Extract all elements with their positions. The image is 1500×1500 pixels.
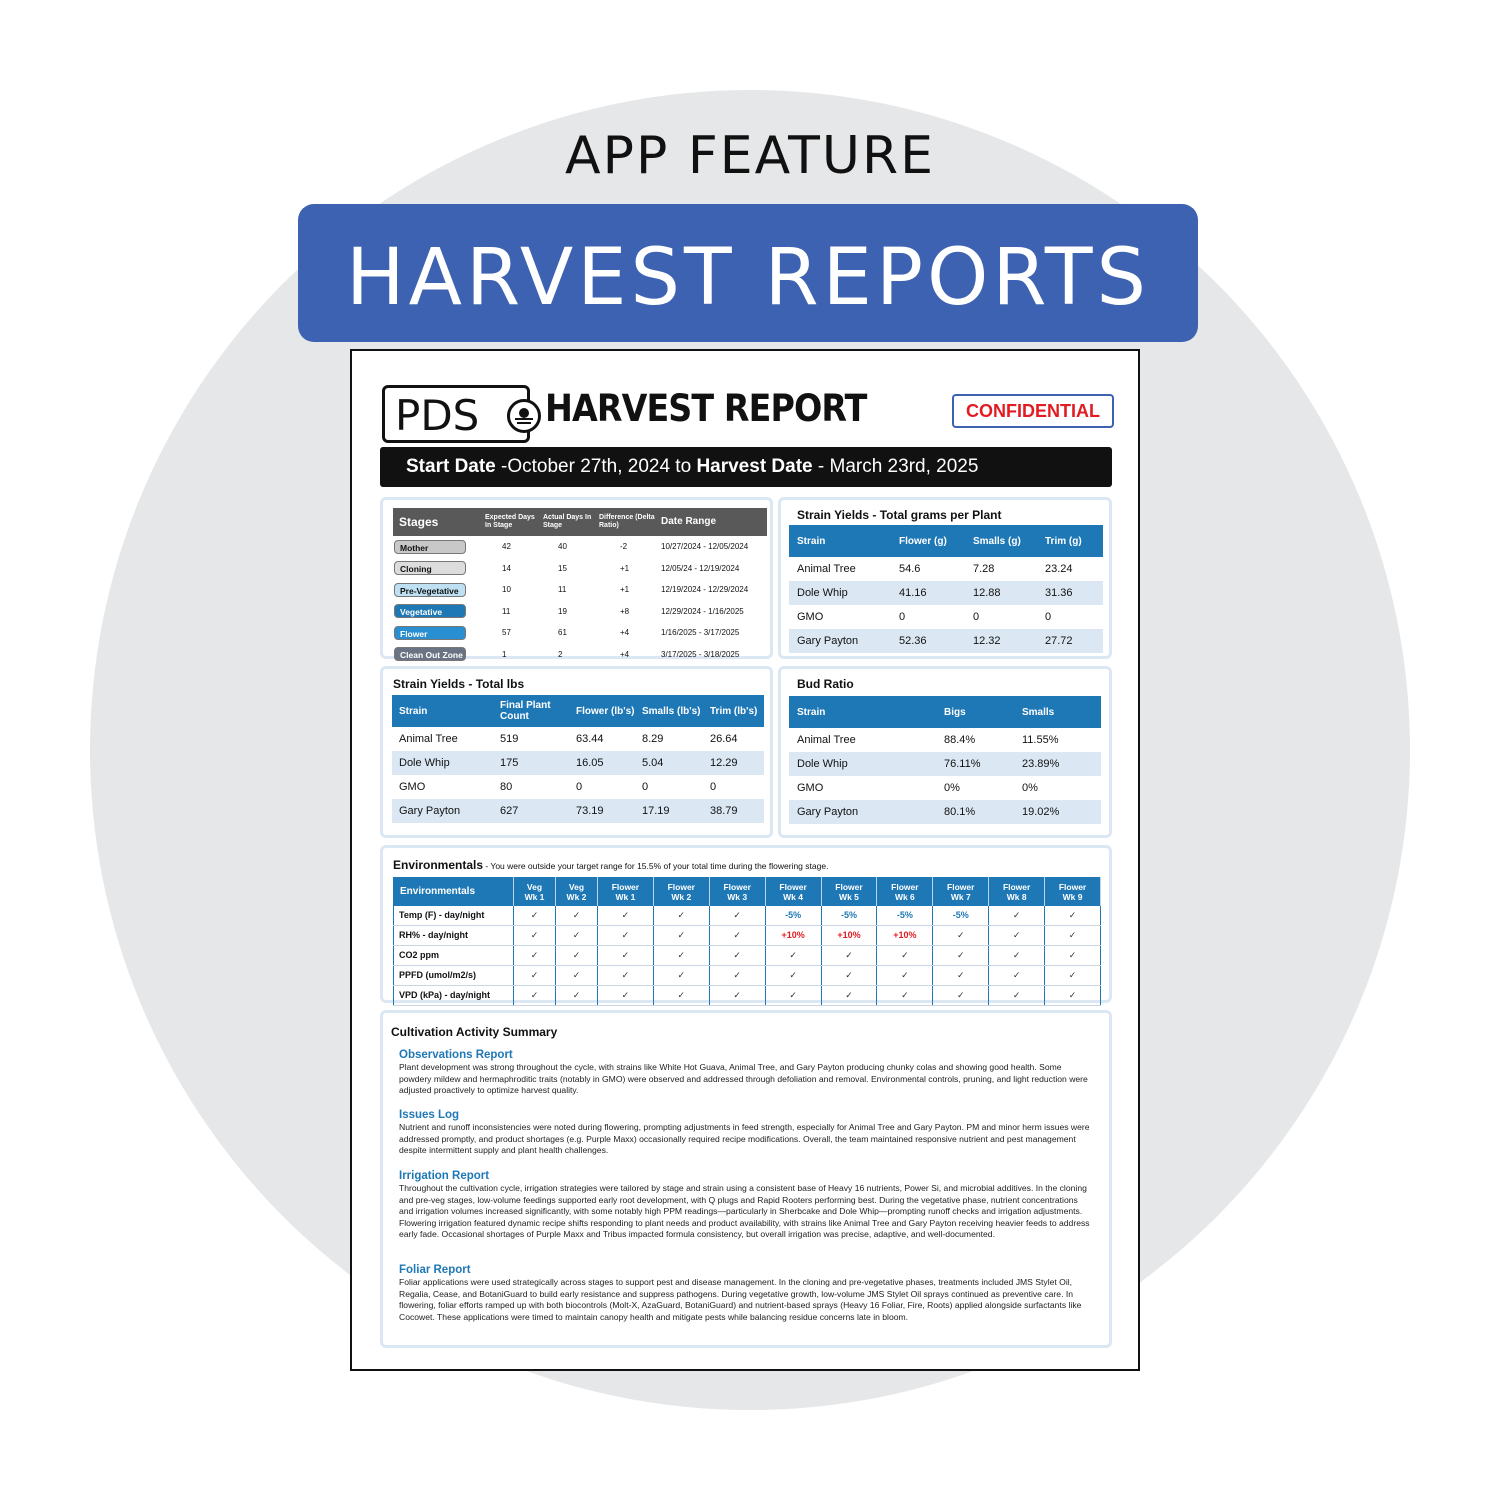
summary-title: Cultivation Activity Summary: [391, 1025, 558, 1039]
stage-row: [393, 579, 767, 601]
strain-name-cell: Gary Payton: [789, 800, 943, 824]
week-stage: Flower: [611, 881, 640, 892]
check-icon: ✓: [989, 965, 1045, 985]
difference-cell: +4: [620, 628, 630, 638]
value-cell: 12.29: [709, 751, 764, 775]
week-number: Wk 6: [894, 891, 915, 902]
value-cell: 73.19: [575, 799, 641, 823]
deviation-cell: -5%: [765, 906, 821, 926]
environmentals-panel: [380, 845, 1112, 1003]
check-icon: ✓: [597, 985, 653, 1005]
check-icon: ✓: [597, 945, 653, 965]
bud-ratio-panel: [778, 666, 1112, 838]
trim-g-header: Trim (g): [1044, 525, 1103, 557]
flower-lbs-header: Flower (lb's): [575, 695, 641, 727]
metric-label: PPFD (umol/m2/s): [394, 965, 514, 985]
metric-label: RH% - day/night: [394, 925, 514, 945]
week-header: [1045, 878, 1101, 906]
summary-section-title: Observations Report: [399, 1049, 513, 1061]
stage-pill: Clean Out Zone: [394, 647, 466, 661]
expected-days-cell: 1: [502, 649, 507, 659]
stage-name-cell: [393, 644, 484, 666]
week-number: Wk 2: [671, 891, 692, 902]
value-cell: 0: [899, 611, 906, 623]
pds-logo: [382, 385, 530, 443]
yields-lbs-row: [392, 799, 764, 823]
yields-grams-title: Strain Yields - Total grams per Plant: [797, 508, 1002, 522]
yields-grams-row: [789, 629, 1103, 653]
yields-lbs-row: [392, 775, 764, 799]
stage-pill: Pre-Vegetative: [394, 583, 466, 597]
week-stage: Flower: [1002, 881, 1031, 892]
week-header: [765, 878, 821, 906]
plant-count-header: Final Plant Count: [499, 695, 575, 727]
yields-grams-panel: [778, 497, 1112, 659]
bud-ratio-table: [789, 696, 1101, 824]
strain-name-cell: Animal Tree: [797, 563, 856, 575]
check-icon: ✓: [555, 925, 597, 945]
harvest-date-value: - March 23rd, 2025: [812, 456, 979, 477]
value-cell: 11.55%: [1022, 734, 1059, 746]
bud-ratio-title: Bud Ratio: [797, 677, 854, 691]
check-icon: ✓: [1045, 965, 1101, 985]
week-header: [877, 878, 933, 906]
value-cell: 88.4%: [944, 734, 976, 746]
cultivation-summary-panel: [380, 1010, 1112, 1348]
week-number: Wk 9: [1062, 891, 1083, 902]
value-cell: 0: [973, 611, 980, 623]
strain-header: Strain: [789, 696, 943, 728]
logo-emblem-icon: [507, 399, 541, 433]
check-icon: ✓: [653, 985, 709, 1005]
check-icon: ✓: [765, 965, 821, 985]
environmental-row: [394, 965, 1101, 985]
expected-days-cell: 14: [502, 563, 511, 573]
strain-name-cell: Gary Payton: [392, 799, 499, 823]
week-stage: Veg: [526, 881, 543, 892]
value-cell: 0%: [944, 782, 960, 794]
confidential-badge: CONFIDENTIAL: [952, 394, 1114, 428]
strain-name-cell: Animal Tree: [399, 733, 458, 745]
check-icon: ✓: [514, 925, 556, 945]
check-icon: ✓: [597, 925, 653, 945]
check-icon: ✓: [877, 945, 933, 965]
bigs-header: Bigs: [943, 696, 1021, 728]
check-icon: ✓: [765, 985, 821, 1005]
smalls-g-header: Smalls (g): [972, 525, 1044, 557]
deviation-cell: -5%: [821, 906, 877, 926]
check-icon: ✓: [597, 906, 653, 926]
value-cell: 31.36: [1044, 581, 1103, 605]
harvest-date-label: Harvest Date: [696, 456, 813, 477]
strain-name-cell: GMO: [399, 781, 426, 793]
value-cell: 23.24: [1045, 563, 1073, 575]
start-date-value: -October 27th, 2024 to: [495, 456, 697, 477]
yields-grams-row: [789, 581, 1103, 605]
week-number: Wk 4: [783, 891, 803, 902]
yields-lbs-row: [392, 751, 764, 775]
check-icon: ✓: [933, 945, 989, 965]
week-header: [989, 878, 1045, 906]
value-cell: 80.1%: [943, 800, 1021, 824]
value-cell: 5.04: [641, 751, 709, 775]
check-icon: ✓: [1045, 945, 1101, 965]
stage-row: [393, 601, 767, 623]
stages-header-row: [393, 508, 767, 536]
actual-days-cell: 40: [558, 542, 567, 552]
deviation-cell: +10%: [765, 925, 821, 945]
week-header: [514, 878, 556, 906]
strain-header: Strain: [392, 695, 499, 727]
value-cell: 26.64: [710, 733, 738, 745]
stage-name-cell: [393, 622, 484, 644]
strain-name-cell: Dole Whip: [789, 752, 943, 776]
check-icon: ✓: [821, 945, 877, 965]
difference-cell: +8: [620, 606, 630, 616]
environmental-row: [394, 985, 1101, 1005]
check-icon: ✓: [555, 965, 597, 985]
metric-label: Temp (F) - day/night: [394, 906, 514, 926]
week-stage: Flower: [947, 881, 975, 892]
expected-days-cell: 10: [502, 585, 511, 595]
stage-pill: Cloning: [394, 561, 466, 575]
strain-name-cell: GMO: [797, 611, 824, 623]
smalls-lbs-header: Smalls (lb's): [641, 695, 709, 727]
week-number: Wk 1: [615, 891, 636, 902]
check-icon: ✓: [653, 965, 709, 985]
stage-name-cell: [393, 579, 484, 601]
week-header: [821, 878, 877, 906]
week-stage: Flower: [667, 881, 695, 892]
environmental-row: [394, 906, 1101, 926]
summary-section-body: Foliar applications were used strategically across stages to support pest and disease management. In the cloning and pre-vegetative phases, treatments included JMS Stylet Oil, Regalia, Cease, and BotaniGuard to build early resistance and suppress pathogens. During vegetative growth, low-volume JMS Stylet Oil sprays continued as preventive care. In flowering, foliar efforts ramped up with both biocontrols (Molt-X, AzaGuard, BotaniGuard) and nutrient-based sprays (Heavy 16 Foliar, Fire, Roots) applied alongside surfactants like Cocowet. These applications were timed to maintain canopy health and mitigate pests while balancing residue concerns late in bloom.: [399, 1277, 1082, 1322]
stage-pill: Vegetative: [394, 604, 466, 618]
strain-name-cell: Dole Whip: [392, 751, 499, 775]
start-date-label: Start Date: [406, 456, 496, 477]
week-stage: Flower: [723, 881, 751, 892]
week-number: Wk 8: [1006, 891, 1027, 902]
stage-row: [393, 536, 767, 558]
value-cell: 16.05: [575, 751, 641, 775]
difference-cell: +1: [620, 585, 630, 595]
week-stage: Flower: [835, 881, 863, 892]
actual-days-cell: 61: [558, 628, 567, 638]
yields-grams-header-row: [789, 525, 1103, 557]
value-cell: 17.19: [641, 799, 709, 823]
check-icon: ✓: [514, 985, 556, 1005]
value-cell: 0: [642, 781, 649, 793]
actual-days-cell: 19: [558, 606, 567, 616]
environmentals-table: [393, 877, 1101, 1006]
report-sheet: [350, 349, 1140, 1371]
bud-ratio-header-row: [789, 696, 1101, 728]
check-icon: ✓: [989, 945, 1045, 965]
check-icon: ✓: [1045, 925, 1101, 945]
actual-days-cell: 15: [558, 563, 567, 573]
check-icon: ✓: [653, 925, 709, 945]
expected-days-header: Expected Days In Stage: [485, 514, 535, 529]
week-number: Wk 2: [566, 891, 587, 902]
week-header: [933, 878, 989, 906]
value-cell: 27.72: [1044, 629, 1103, 653]
deviation-cell: -5%: [877, 906, 933, 926]
check-icon: ✓: [555, 985, 597, 1005]
check-icon: ✓: [933, 925, 989, 945]
yields-lbs-title: Strain Yields - Total lbs: [393, 677, 525, 691]
strain-name-cell: Dole Whip: [789, 581, 898, 605]
value-cell: 0: [710, 781, 717, 793]
check-icon: ✓: [514, 906, 556, 926]
stage-row: [393, 644, 767, 666]
week-number: Wk 7: [950, 891, 971, 902]
bud-ratio-row: [789, 776, 1101, 800]
check-icon: ✓: [877, 985, 933, 1005]
week-stage: Flower: [1058, 881, 1087, 892]
stage-pill: Flower: [394, 626, 466, 640]
value-cell: 175: [499, 751, 575, 775]
date-range-cell: 10/27/2024 - 12/05/2024: [661, 542, 749, 552]
check-icon: ✓: [709, 985, 765, 1005]
check-icon: ✓: [555, 906, 597, 926]
strain-header: Strain: [789, 525, 898, 557]
value-cell: 12.88: [972, 581, 1044, 605]
environmental-row: [394, 925, 1101, 945]
week-header: [709, 878, 765, 906]
check-icon: ✓: [709, 925, 765, 945]
date-range-cell: 3/17/2025 - 3/18/2025: [661, 649, 740, 659]
yields-lbs-row: [392, 727, 764, 751]
bud-ratio-row: [789, 800, 1101, 824]
value-cell: 23.89%: [1021, 752, 1101, 776]
check-icon: ✓: [821, 985, 877, 1005]
date-range-cell: 1/16/2025 - 3/17/2025: [661, 628, 740, 638]
date-range-cell: 12/19/2024 - 12/29/2024: [661, 585, 749, 595]
check-icon: ✓: [989, 985, 1045, 1005]
summary-section-title: Irrigation Report: [399, 1170, 490, 1182]
flower-g-header: Flower (g): [898, 525, 972, 557]
yields-lbs-table: [392, 695, 764, 823]
value-cell: 63.44: [576, 733, 604, 745]
date-range-cell: 12/05/24 - 12/19/2024: [661, 563, 740, 573]
smalls-header: Smalls: [1021, 696, 1101, 728]
check-icon: ✓: [555, 945, 597, 965]
check-icon: ✓: [1045, 985, 1101, 1005]
week-number: Wk 1: [524, 891, 545, 902]
expected-days-cell: 42: [502, 542, 511, 552]
environmentals-header: Environmentals: [394, 878, 514, 906]
bud-ratio-row: [789, 728, 1101, 752]
stage-row: [393, 558, 767, 580]
value-cell: 80: [500, 781, 513, 793]
check-icon: ✓: [765, 945, 821, 965]
check-icon: ✓: [933, 965, 989, 985]
yields-grams-row: [789, 557, 1103, 581]
stage-name-cell: [393, 601, 484, 623]
expected-days-cell: 11: [502, 606, 511, 616]
value-cell: 8.29: [642, 733, 664, 745]
week-stage: Flower: [891, 881, 919, 892]
environmental-row: [394, 945, 1101, 965]
check-icon: ✓: [1045, 906, 1101, 926]
date-range-header: Date Range: [661, 516, 717, 527]
week-header: [555, 878, 597, 906]
summary-section-body: Nutrient and runoff inconsistencies were noted during flowering, prompting adjustments in feed strength, especially for Animal Tree and Gary Payton. PM and minor herm issues were addressed promptly, and product shortages (e.g. Purple Maxx) occasionally required recipe modifications. Overall, the team maintained responsive nutrient and pest management despite intermittent supply and plant health challenges.: [399, 1122, 1090, 1155]
check-icon: ✓: [989, 906, 1045, 926]
check-icon: ✓: [653, 945, 709, 965]
value-cell: 41.16: [898, 581, 972, 605]
date-range-bar: [380, 447, 1112, 487]
check-icon: ✓: [709, 965, 765, 985]
check-icon: ✓: [709, 945, 765, 965]
value-cell: 0: [576, 781, 583, 793]
value-cell: 52.36: [898, 629, 972, 653]
difference-header: Difference (Delta Ratio): [599, 514, 655, 529]
strain-name-cell: Animal Tree: [797, 734, 856, 746]
week-header: [597, 878, 653, 906]
check-icon: ✓: [933, 985, 989, 1005]
expected-days-cell: 57: [502, 628, 511, 638]
environmentals-note: - You were outside your target range for 15.5% of your total time during the flowering stage.: [483, 861, 829, 871]
report-title: HARVEST REPORT: [545, 387, 867, 430]
strain-name-cell: Gary Payton: [789, 629, 898, 653]
value-cell: 0%: [1022, 782, 1038, 794]
yields-grams-row: [789, 605, 1103, 629]
value-cell: 7.28: [973, 563, 995, 575]
deviation-cell: +10%: [877, 925, 933, 945]
yields-grams-table: [789, 525, 1103, 653]
stages-table: [393, 508, 767, 665]
check-icon: ✓: [989, 925, 1045, 945]
yields-lbs-header-row: [392, 695, 764, 727]
value-cell: 19.02%: [1021, 800, 1101, 824]
difference-cell: +1: [620, 563, 630, 573]
stages-header: Stages: [399, 515, 439, 529]
strain-name-cell: GMO: [797, 782, 824, 794]
bud-ratio-row: [789, 752, 1101, 776]
metric-label: VPD (kPa) - day/night: [394, 985, 514, 1005]
check-icon: ✓: [653, 906, 709, 926]
stage-name-cell: [393, 536, 484, 558]
value-cell: 519: [500, 733, 519, 745]
eyebrow-label: APP FEATURE: [565, 126, 935, 186]
stages-panel: [380, 497, 773, 659]
check-icon: ✓: [821, 965, 877, 985]
metric-label: CO2 ppm: [394, 945, 514, 965]
week-number: Wk 3: [727, 891, 748, 902]
deviation-cell: -5%: [933, 906, 989, 926]
check-icon: ✓: [709, 906, 765, 926]
summary-section-body: Throughout the cultivation cycle, irrigation strategies were tailored by stage and strain using a consistent base of Heavy 16 nutrients, Power Si, and microbial additives. In the cloning and pre-veg stages, low-volume feedings supported early root development, with Q plugs and Rapid Rooters performing best. During the vegetative phase, nutrient concentrations and irrigation volumes increased significantly, with some notably high PPM readings—particularly in Sherbcake and Dole Whip—prompting runoff checks and irrigation adjustments. Flowering irrigation featured dynamic recipe shifts responding to plant needs and product availability, with strains like Animal Tree and Gary Payton receiving heavier feeds to address early fade. Occasional shortages of Purple Maxx and Tribus impacted formula consistency, but overall irrigation was precise, adaptive, and well-documented.: [399, 1183, 1090, 1239]
week-stage: Veg: [568, 881, 585, 892]
check-icon: ✓: [877, 965, 933, 985]
week-stage: Flower: [779, 881, 807, 892]
difference-cell: +4: [620, 649, 630, 659]
check-icon: ✓: [514, 965, 556, 985]
stage-row: [393, 622, 767, 644]
value-cell: 76.11%: [943, 752, 1021, 776]
stage-name-cell: [393, 558, 484, 580]
value-cell: 0: [1045, 611, 1052, 623]
logo-text: PDS: [395, 391, 480, 440]
summary-section-body: Plant development was strong throughout the cycle, with strains like White Hot Guava, Animal Tree, and Gary Payton producing chunky colas and showing good health. Some powdery mildew and hermaphroditic traits (notably in GMO) were observed and addressed through defoliation and removal. Environmental controls, pruning, and light reduction were adjusted proactively to optimize harvest quality.: [399, 1062, 1088, 1095]
check-icon: ✓: [597, 965, 653, 985]
stage-pill: Mother: [394, 540, 466, 554]
date-range-cell: 12/29/2024 - 1/16/2025: [661, 606, 744, 616]
actual-days-cell: 11: [558, 585, 567, 595]
week-header: [653, 878, 709, 906]
summary-section-title: Foliar Report: [399, 1264, 471, 1276]
environmentals-header-row: [394, 878, 1101, 906]
summary-section-title: Issues Log: [399, 1109, 460, 1121]
feature-banner: HARVEST REPORTS: [298, 204, 1198, 342]
check-icon: ✓: [514, 945, 556, 965]
deviation-cell: +10%: [821, 925, 877, 945]
actual-days-header: Actual Days In Stage: [543, 514, 592, 529]
value-cell: 12.32: [972, 629, 1044, 653]
value-cell: 38.79: [709, 799, 764, 823]
environmentals-title: Environmentals: [393, 858, 484, 872]
yields-lbs-panel: [380, 666, 773, 838]
environmentals-heading: [393, 856, 828, 874]
trim-lbs-header: Trim (lb's): [709, 695, 764, 727]
actual-days-cell: 2: [558, 649, 563, 659]
value-cell: 54.6: [899, 563, 921, 575]
week-number: Wk 5: [839, 891, 859, 902]
difference-cell: -2: [620, 542, 628, 552]
value-cell: 627: [499, 799, 575, 823]
